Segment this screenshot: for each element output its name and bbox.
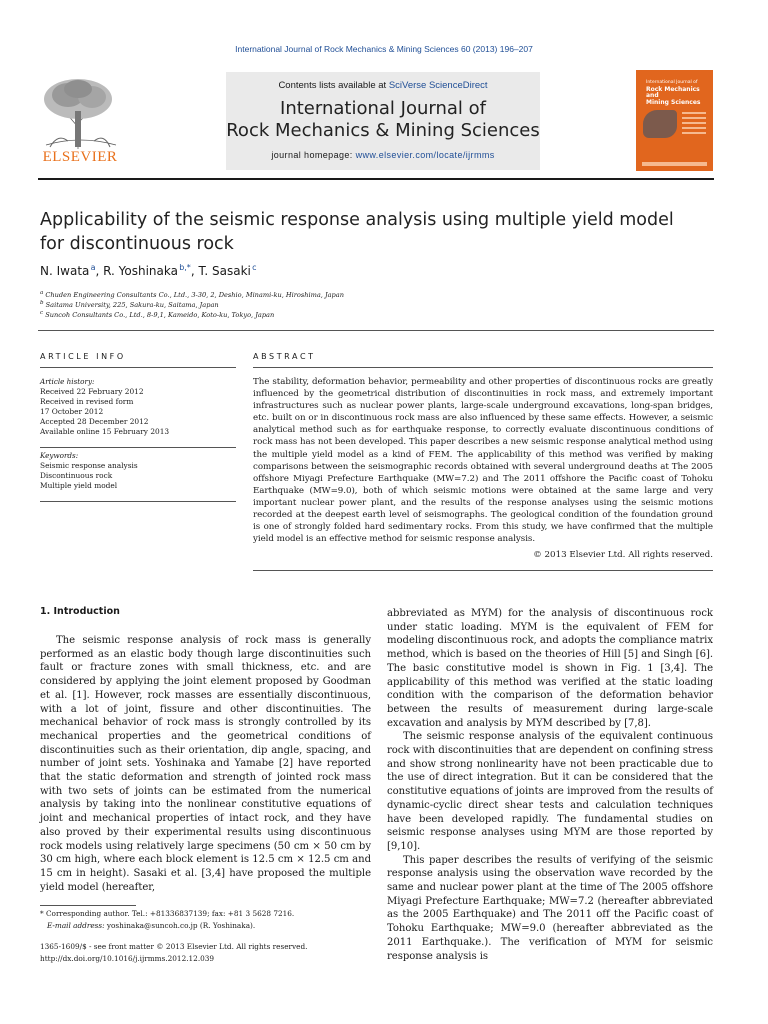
abstract-rule [253,570,713,571]
journal-reference[interactable]: International Journal of Rock Mechanics & Mining Sciences 60 (2013) 196–207 [235,44,533,54]
history-item: Received in revised form [40,397,134,406]
affiliation-text: Chuden Engineering Consultants Co., Ltd., 3-30, 2, Deshio, Minami-ku, Hiroshima, Japan [45,291,344,300]
history-item: 17 October 2012 [40,407,104,416]
body-column-right [387,607,713,963]
footnote-rule [40,905,136,906]
info-rule [40,367,236,368]
cover-image [643,110,677,138]
history-list [40,387,169,437]
author-name: R. Yoshinaka [103,264,178,278]
section-heading-introduction: 1. Introduction [40,606,120,617]
affiliation-mark: a [40,290,44,296]
author-name: T. Sasaki [198,264,251,278]
author-separator: , [95,264,104,278]
abstract-heading: ABSTRACT [253,352,316,361]
cover-title-line: and [646,92,659,100]
email-address[interactable]: yoshinaka@suncoh.co.jp (R. Yoshinaka). [106,921,256,930]
elsevier-tree-logo [38,75,122,151]
affiliation-text: Suncoh Consultants Co., Ltd., 8-9,1, Kameido, Koto-ku, Tokyo, Japan [45,311,275,320]
issn-line: 1365-1609/$ - see front matter © 2013 Elsevier Ltd. All rights reserved. [40,942,308,951]
article-title-line2: for discontinuous rock [40,234,234,254]
affiliation [40,290,344,299]
body-column-left [40,634,371,894]
body-paragraph: This paper describes the results of verifying of the seismic response analysis using the observation wave recorded by the same and nuclear power plant at the time of The 2005 offshore Miyagi Prefecture Earthquake; MW=7.2 (hereafter abbreviated as the 2005 Earthquake) and The 2011 off the Pacific coast of Tohoku Earthquake; MW=9.0 (hereafter abbreviated as the 2011 Earthquake.). The verification of MYM for seismic response analysis is [387,854,713,962]
cover-title-line: Rock Mechanics [646,85,700,93]
journal-cover-thumbnail[interactable] [636,70,713,171]
cover-title-line: International Journal of [646,80,698,85]
affiliation-text: Saitama University, 225, Sakura-ku, Saitama, Japan [45,301,219,310]
author-affiliation-mark[interactable]: b,* [179,263,191,272]
cover-footer-bar [642,162,707,166]
article-title [40,208,700,256]
elsevier-wordmark: ELSEVIER [42,149,118,165]
contents-line [226,80,540,91]
cover-title-line: Mining Sciences [646,98,701,106]
keyword-item: Seismic response analysis [40,461,138,470]
cover-title [646,80,709,106]
author-affiliation-mark[interactable]: a [90,263,96,272]
affiliation [40,300,219,309]
homepage-prefix: journal homepage: [271,150,356,160]
author-list [40,263,256,278]
keyword-item: Multiple yield model [40,481,118,490]
affiliation [40,310,274,319]
author-separator: , [190,264,199,278]
contents-prefix: Contents lists available at [278,80,389,91]
history-item: Received 22 February 2012 [40,387,144,396]
email-footnote [40,921,370,930]
journal-title-line2: Rock Mechanics & Mining Sciences [226,120,540,141]
abstract-text: The stability, deformation behavior, permeability and other properties of discontinuous rocks are greatly influenced by the geometrical distribution of discontinuities in rock mass, and extremely important infrastructures such as nuclear power plants, large-scale underground excavations, long-span bridges, etc. built on or in discontinuous rock mass are also influenced by these same effects. However, a seismic analytical method such as for earthquake response, to correctly evaluate discontinuous conditions of rock mass has not been developed. This paper describes a new seismic response analytical method using the multiple yield model as a kind of FEM. The applicability of this method was verified by making comparisons between the seismographic records obtained with several underground deaths at The 2005 offshore Miyagi Prefecture Earthquake (MW=7.2) and The 2011 offshore the Pacific coast of Tohoku Earthquake (MW=9.0), both of which seismic motions were obtained at the same large and very important nuclear power plant, and the results of the response analyses using the seismic motions recorded at the deepest earth level of seismographs. The geological condition of the foundation ground is one of strongly folded hard sedimentary rocks. From this study, we have confirmed that the multiple yield model is an effective method for seismic response analysis. [253,377,713,545]
author-affiliation-mark[interactable]: c [252,263,257,272]
header-rule [38,178,714,180]
keyword-list [40,461,138,491]
article-title-line1: Applicability of the seismic response analysis using multiple yield model [40,210,674,230]
email-label: E-mail address: [46,921,107,930]
affiliation-mark: c [40,310,44,316]
sciencedirect-link[interactable]: SciVerse ScienceDirect [388,80,488,91]
body-paragraph: abbreviated as MYM) for the analysis of discontinuous rock under static loading. MYM is the equivalent of FEM for modeling discontinuous rock, and adopts the compliance matrix method, which is based on the theories of Hill [5] and Singh [6]. The basic constitutive model is shown in Fig. 1 [3,4]. The applicability of this method was verified at the static loading condition with the comparison of the deformation behavior between the results of measurement during large-scale excavation and analysis by MYM described by [7,8]. [387,608,713,729]
corresponding-author-footnote: * Corresponding author. Tel.: +81336837139; fax: +81 3 5628 7216. [40,909,295,918]
info-rule [40,501,236,502]
homepage-line [226,150,540,160]
copyright-notice: © 2013 Elsevier Ltd. All rights reserved. [533,550,713,560]
body-paragraph: The seismic response analysis of the equivalent continuous rock with discontinuities that are dependent on confining stress and show strong nonlinearity have not been practicable due to the use of direct integration. But it can be considered that the constitutive equations of joints are improved from the results of dynamic-cyclic direct shear tests and calculation techniques have been developed rapidly. The fundamental studies on seismic response analyses using MYM are those reported by [9,10]. [387,731,713,852]
keyword-item: Discontinuous rock [40,471,113,480]
history-label: Article history: [40,377,95,386]
history-item: Accepted 28 December 2012 [40,417,149,426]
body-paragraph: The seismic response analysis of rock mass is generally performed as an elastic body though large discontinuities such fault or fracture zones with small thickness, etc. and are considered by applying the joint element proposed by Goodman et al. [1]. However, rock masses are essentially discontinuous, with a lot of joint, fissure and other discontinuities. The mechanical behavior of rock mass is strongly controlled by its mechanical properties and the geometrical conditions of discontinuities such as their orientation, dip angle, spacing, and number of joint sets. Yoshinaka and Yamabe [2] have reported that the static deformation and strength of jointed rock mass with two sets of joints can be estimated from the numerical analysis by taking into the nonlinear constitutive equations of joint and mechanical properties of intact rock, and they have also proved by their experimental results using discontinuous rock models using relatively large specimens (50 cm × 50 cm by 30 cm high, where each block element is 12.5 cm × 12.5 cm and 15 cm in height). Sasaki et al. [3,4] have proposed the multiple yield model (hereafter, [40,635,371,893]
affiliation-mark: b [40,300,44,306]
history-item: Available online 15 February 2013 [40,427,170,436]
homepage-link[interactable]: www.elsevier.com/locate/ijrmms [355,150,495,160]
author-name: N. Iwata [40,264,90,278]
keywords-label: Keywords: [40,451,79,460]
section-rule [38,330,714,331]
journal-title-line1: International Journal of [280,98,486,119]
journal-title [226,98,540,142]
abstract-rule [253,367,713,368]
article-info-heading: ARTICLE INFO [40,352,126,361]
doi-link[interactable]: http://dx.doi.org/10.1016/j.ijrmms.2012.12.039 [40,954,215,963]
cover-text-lines [682,112,706,137]
info-rule [40,447,236,448]
